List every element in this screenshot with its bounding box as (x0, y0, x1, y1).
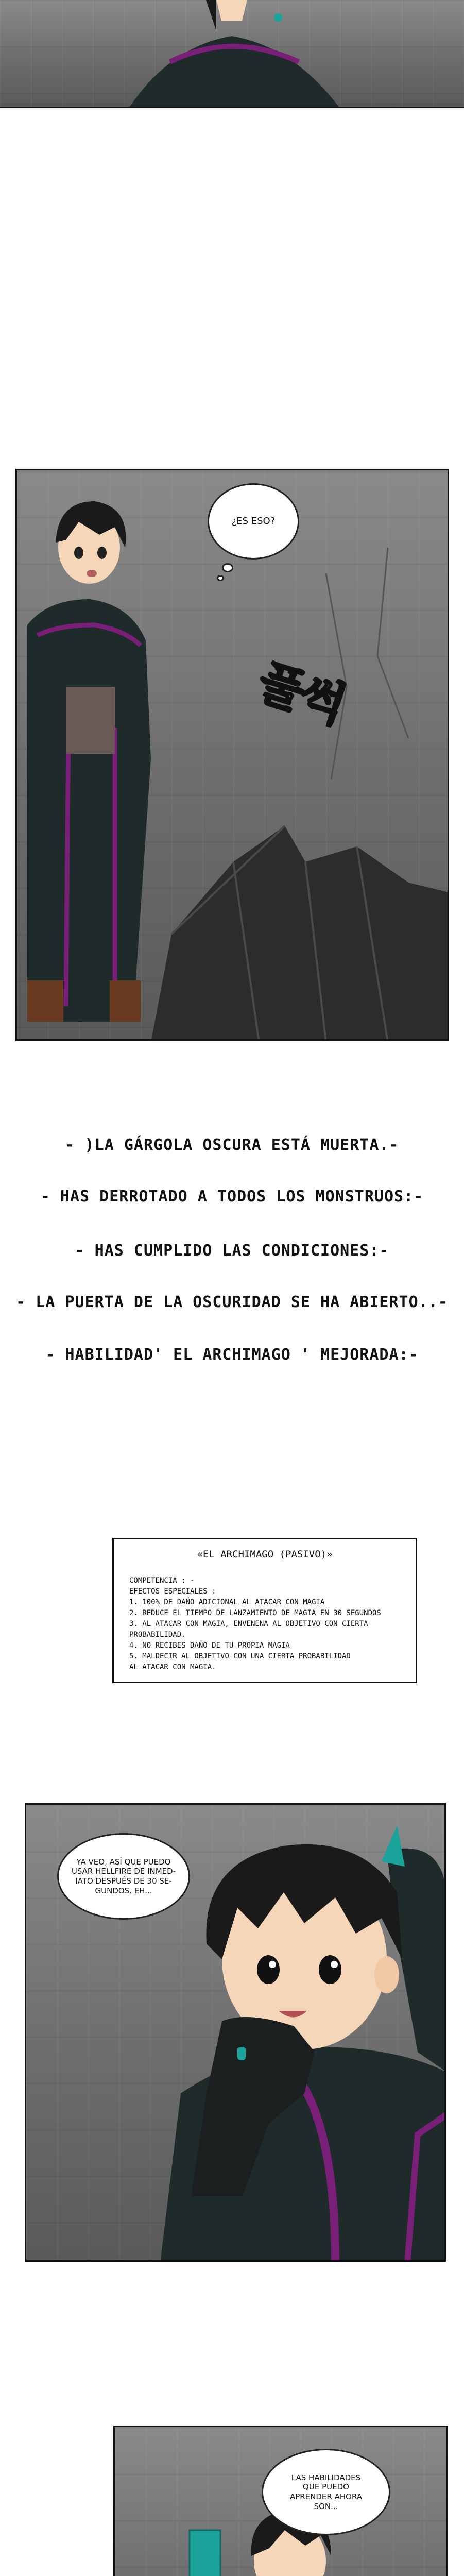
speech-bubble-text (290, 2473, 362, 2512)
character-shoulders-illustration (0, 0, 464, 108)
comic-panel-2 (15, 469, 449, 1041)
speech-line: YA VEO, ASÍ QUE PUEDO (76, 1857, 171, 1867)
skill-line: 4. NO RECIBES DAÑO DE TU PROPIA MAGIA (129, 1641, 290, 1650)
system-message: - HAS DERROTADO A TODOS LOS MONSTRUOS:- (40, 1188, 424, 1206)
speech-bubble-text: ¿ES ESO? (231, 515, 276, 527)
speech-line: USAR HELLFIRE DE INMED- (71, 1867, 176, 1876)
thought-tail-dot (217, 575, 224, 581)
speech-bubble (57, 1833, 190, 1920)
comic-panel-4 (113, 2426, 448, 2576)
sound-effect-text: 풀썩 (251, 654, 350, 733)
thought-tail-dot (222, 563, 233, 572)
speech-line: SON... (314, 2501, 338, 2511)
speech-bubble (208, 483, 299, 560)
skill-description (129, 1575, 381, 1673)
skill-title: «EL ARCHIMAGO (PASIVO)» (197, 1549, 333, 1560)
skill-line: AL ATACAR CON MAGIA. (129, 1663, 216, 1671)
system-message: - HAS CUMPLIDO LAS CONDICIONES:- (75, 1242, 389, 1260)
speech-line: IATO DESPUÉS DE 30 SE- (75, 1876, 172, 1886)
comic-panel-1 (0, 0, 464, 108)
system-message: - HABILIDAD' EL ARCHIMAGO ' MEJORADA:- (45, 1346, 419, 1364)
speech-line: APRENDER AHORA (289, 2492, 363, 2501)
speech-bubble-text (72, 1857, 176, 1896)
speech-line: LAS HABILIDADES (291, 2472, 361, 2482)
comic-panel-3 (25, 1803, 446, 2262)
system-message: - LA PUERTA DE LA OSCURIDAD SE HA ABIERTO..- (16, 1293, 448, 1311)
skill-line: COMPETENCIA : - (129, 1577, 195, 1585)
system-message: - )LA GÁRGOLA OSCURA ESTÁ MUERTA.- (65, 1136, 399, 1154)
skill-line: PROBABILIDAD. (129, 1631, 186, 1639)
skill-line: 5. MALDECIR AL OBJETIVO CON UNA CIERTA PROBABILIDAD (129, 1652, 351, 1660)
skill-info-window (112, 1538, 417, 1683)
skill-line: 3. AL ATACAR CON MAGIA, ENVENENA AL OBJETIVO CON CIERTA (129, 1620, 368, 1628)
skill-line: EFECTOS ESPECIALES : (129, 1587, 216, 1596)
skill-line: 2. REDUCE EL TIEMPO DE LANZAMIENTO DE MAGIA EN 30 SEGUNDOS (129, 1609, 381, 1617)
speech-line: GUNDOS. EH... (95, 1886, 152, 1895)
speech-bubble (262, 2449, 390, 2535)
speech-line: QUE PUEDO (303, 2482, 349, 2492)
skill-line: 1. 100% DE DAÑO ADICIONAL AL ATACAR CON MAGIA (129, 1598, 325, 1606)
mage-and-gargoyle-illustration (17, 470, 449, 1041)
